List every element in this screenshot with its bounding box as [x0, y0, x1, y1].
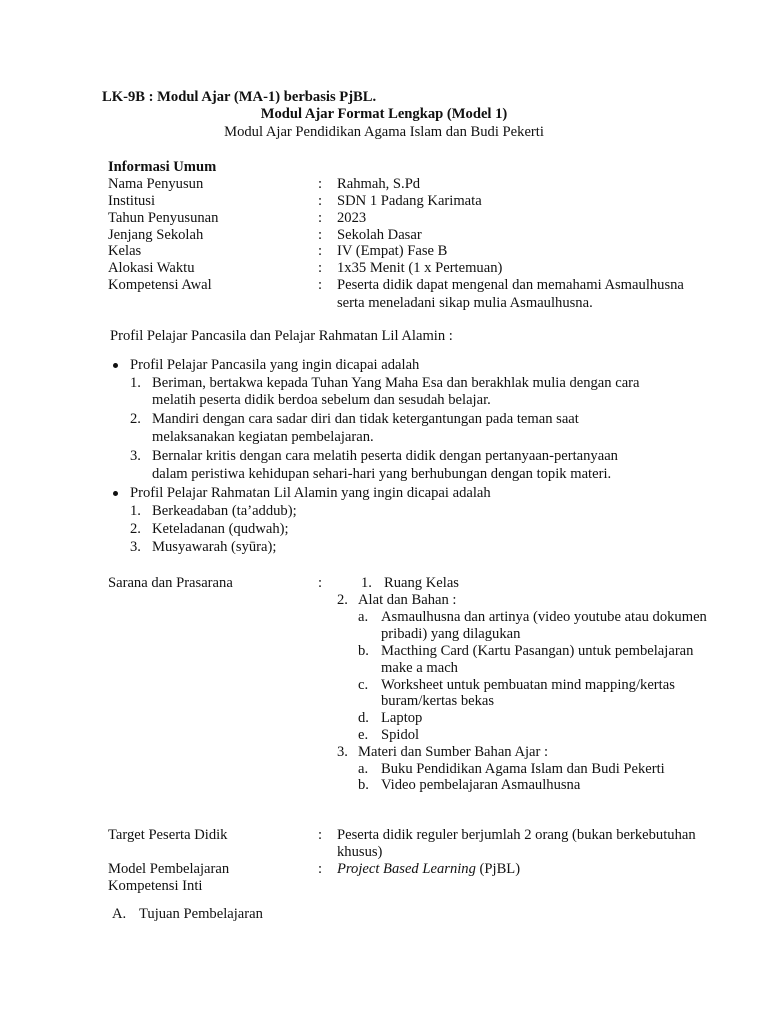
profil-intro: Profil Pelajar Pancasila dan Pelajar Rahmatan Lil Alamin : [110, 328, 453, 344]
info-separator: : [318, 260, 323, 276]
section-letter: A. [112, 906, 127, 922]
sarana-separator: : [318, 575, 323, 591]
info-value: SDN 1 Padang Karimata [337, 193, 482, 209]
list-text-continued: melaksanakan kegiatan pembelajaran. [152, 429, 374, 445]
list-number: 2. [130, 521, 141, 537]
list-text: Materi dan Sumber Bahan Ajar : [358, 744, 549, 760]
kompetensi-inti-label: Kompetensi Inti [108, 878, 203, 894]
model-value-italic: Project Based Learning [337, 861, 476, 877]
sub-text: Video pembelajaran Asmaulhusna [381, 777, 581, 793]
list-number: 1. [130, 375, 141, 391]
target-value: Peserta didik reguler berjumlah 2 orang (bukan berkebutuhan [337, 827, 696, 843]
list-text-continued: dalam peristiwa kehidupan sehari-hari yang berhubungan dengan topik materi. [152, 466, 612, 482]
list-text: Mandiri dengan cara sadar diri dan tidak ketergantungan pada teman saat [152, 411, 579, 427]
list-text: Alat dan Bahan : [358, 592, 457, 608]
info-label: Kompetensi Awal [108, 277, 212, 293]
sub-letter: a. [358, 761, 369, 777]
bullet-icon [113, 491, 118, 496]
model-value [337, 861, 520, 878]
list-number: 2. [130, 411, 141, 427]
list-number: 1. [130, 503, 141, 519]
info-value: Peserta didik dapat mengenal dan memahami Asmaulhusna [337, 277, 684, 293]
list-number: 2. [337, 592, 348, 608]
sub-text: Spidol [381, 727, 420, 743]
document-code-title: LK-9B : Modul Ajar (MA-1) berbasis PjBL. [102, 89, 377, 105]
info-label: Tahun Penyusunan [108, 210, 219, 226]
info-value-continued: serta meneladani sikap mulia Asmaulhusna. [337, 295, 593, 311]
sub-text-continued: pribadi) yang dilagukan [381, 626, 521, 642]
info-value: IV (Empat) Fase B [337, 243, 448, 259]
info-separator: : [318, 277, 323, 293]
list-text: Ruang Kelas [384, 575, 459, 591]
info-label: Nama Penyusun [108, 176, 204, 192]
model-separator: : [318, 861, 323, 877]
target-label: Target Peserta Didik [108, 827, 228, 843]
info-separator: : [318, 227, 323, 243]
list-number: 1. [361, 575, 372, 591]
sub-text: Asmaulhusna dan artinya (video youtube atau dokumen [381, 609, 707, 625]
list-text: Keteladanan (qudwah); [152, 521, 289, 537]
list-number: 3. [130, 539, 141, 555]
info-separator: : [318, 193, 323, 209]
sub-letter: a. [358, 609, 369, 625]
list-text-continued: melatih peserta didik berdoa sebelum dan sesudah belajar. [152, 392, 491, 408]
sub-letter: e. [358, 727, 369, 743]
info-value: 2023 [337, 210, 367, 226]
document-subtitle: Modul Ajar Pendidikan Agama Islam dan Budi Pekerti [224, 124, 544, 140]
sarana-label: Sarana dan Prasarana [108, 575, 233, 591]
list-number: 3. [337, 744, 348, 760]
sub-text: Laptop [381, 710, 423, 726]
info-label: Jenjang Sekolah [108, 227, 204, 243]
info-heading: Informasi Umum [108, 159, 217, 175]
sub-text: Buku Pendidikan Agama Islam dan Budi Pekerti [381, 761, 665, 777]
sub-text: Macthing Card (Kartu Pasangan) untuk pembelajaran [381, 643, 694, 659]
bullet-icon [113, 363, 118, 368]
target-separator: : [318, 827, 323, 843]
sub-text: Worksheet untuk pembuatan mind mapping/kertas [381, 677, 675, 693]
section-heading-tujuan: Tujuan Pembelajaran [139, 906, 263, 922]
sub-text-continued: buram/kertas bekas [381, 693, 495, 709]
sub-letter: d. [358, 710, 369, 726]
info-value: Rahmah, S.Pd [337, 176, 421, 192]
info-separator: : [318, 243, 323, 259]
info-separator: : [318, 176, 323, 192]
list-text: Bernalar kritis dengan cara melatih peserta didik dengan pertanyaan-pertanyaan [152, 448, 618, 464]
sub-letter: b. [358, 643, 369, 659]
list-text: Musyawarah (syūra); [152, 539, 277, 555]
model-value-rest: (PjBL) [475, 861, 521, 877]
info-label: Kelas [108, 243, 142, 259]
list-text: Berkeadaban (ta’addub); [152, 503, 297, 519]
info-separator: : [318, 210, 323, 226]
profil-rahmatan-title: Profil Pelajar Rahmatan Lil Alamin yang ingin dicapai adalah [130, 485, 491, 501]
list-number: 3. [130, 448, 141, 464]
info-label: Institusi [108, 193, 156, 209]
info-label: Alokasi Waktu [108, 260, 195, 276]
list-text: Beriman, bertakwa kepada Tuhan Yang Maha Esa dan berakhlak mulia dengan cara [152, 375, 640, 391]
sub-text-continued: make a mach [381, 660, 458, 676]
sub-letter: b. [358, 777, 369, 793]
profil-pancasila-title: Profil Pelajar Pancasila yang ingin dicapai adalah [130, 357, 420, 373]
document-title: Modul Ajar Format Lengkap (Model 1) [260, 106, 508, 122]
info-value: Sekolah Dasar [337, 227, 422, 243]
target-value-continued: khusus) [337, 844, 383, 860]
sub-letter: c. [358, 677, 369, 693]
model-label: Model Pembelajaran [108, 861, 230, 877]
info-value: 1x35 Menit (1 x Pertemuan) [337, 260, 503, 276]
